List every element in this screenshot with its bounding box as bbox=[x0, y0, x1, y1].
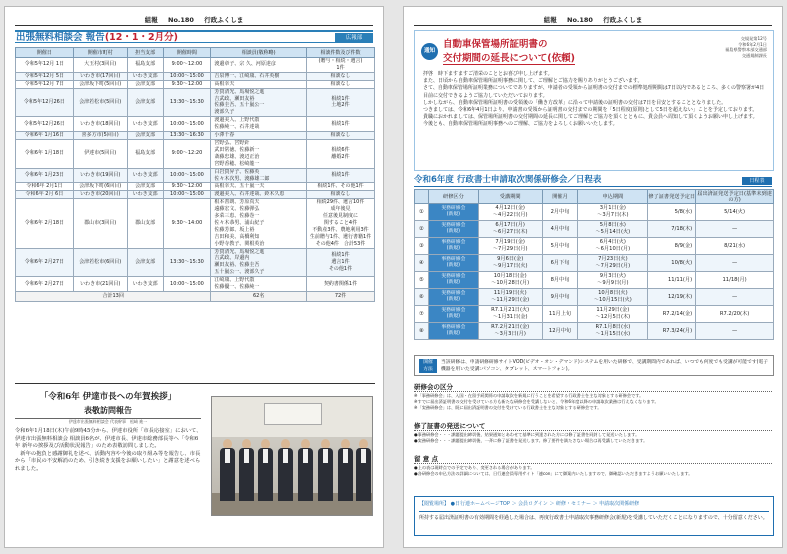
cell-number: ④ bbox=[415, 255, 429, 272]
report-subtitle: 表敬訪問報告 bbox=[15, 405, 201, 419]
reference-path bbox=[419, 500, 769, 507]
cell-time: 13:30～15:30 bbox=[163, 88, 211, 117]
cell-period: R7.2月21日(金) ～3月3日(月) bbox=[478, 323, 542, 340]
cell-apply: 11月29日(金) ～12月5日(木) bbox=[578, 306, 648, 323]
notice-meta-line: 福島県警察本部交通部 bbox=[725, 47, 767, 52]
table-row bbox=[16, 117, 375, 132]
cell-period: R7.1月21日(火) ～1月31日(金) bbox=[478, 306, 542, 323]
method-text: 当該研修は、申請研修研修サイトVOD(ビデオ・オン・デマンド)システムを用いた研修で、受講期間内であれば、いつでも何度でも受講が可能です(電子機器を用いた受講:パソコン、タブレット、スマートフォン)。 bbox=[441, 360, 769, 372]
cell-month: 4月中旬 bbox=[542, 221, 578, 238]
table-row bbox=[415, 204, 774, 221]
table-total-row bbox=[16, 292, 375, 302]
cell-count: 契約書関係1件 bbox=[307, 277, 375, 292]
cell-apply: R7.1月8日(水) ～1月15日(水) bbox=[578, 323, 648, 340]
training-schedule-table bbox=[414, 189, 774, 340]
cell-cert-date: 10/8(火) bbox=[648, 255, 696, 272]
notice-body: 拝啓 時下ますますご清栄のこととお喜び申し上げます。 また、日頃から自動車保管場所証明事務に関して、ご理解とご協力を賜りありがとうございます。 さて、自動車保管場所証明業務についてでありますが、申請者の受領から証明書の交付までの標準処理期間は7日以内であるところ、多くの警察署が4日目前に交付できるようご協力していただいております。 しかしながら、自動車保管場所証明書の受領後の「働き方改革」に沿って申請後の証明書の交付は7日を目安とすることとなりました。 つきましては、令和6年4月1日より、申請書の受領から証明書の交付までの期間を「5日程度(原則)として5日を超えない」ことを予定しております。 貴職におかれましては、保管場所証明書の交付期間の延長に関してご理解とご協力を頂くとともに、貴会員へ周知して頂くようお願い申し上げます。 今後とも、自動車保管場所証明事務へのご理解、ご協力をよろしくお願いいたします。 bbox=[423, 71, 765, 128]
section-heading: 留 意 点 bbox=[414, 455, 439, 463]
cell-branch: いわき支部 bbox=[127, 191, 163, 199]
cell-reg-date: 8/21(水) bbox=[696, 238, 774, 255]
cell-city: いわき市(18回目) bbox=[73, 117, 127, 132]
cell-city: いわき市(17回目) bbox=[73, 72, 127, 80]
person-figure bbox=[258, 439, 273, 501]
person-figure bbox=[278, 439, 293, 501]
cell-count: 相続1件 bbox=[307, 168, 375, 183]
cell-reg-date: R7.2/20(木) bbox=[696, 306, 774, 323]
person-figure bbox=[318, 439, 333, 501]
cell-kind: 実務研修会 (新規) bbox=[428, 306, 478, 323]
cell-apply: 5月8日(水) ～5月14日(火) bbox=[578, 221, 648, 238]
table-row bbox=[16, 72, 375, 80]
cell-branch: 会津支部 bbox=[127, 132, 163, 140]
cell-time: 10:00～15:00 bbox=[163, 117, 211, 132]
cell-cert-date: 8/9(金) bbox=[648, 238, 696, 255]
cell-city: 大玉村(3回目) bbox=[73, 58, 127, 73]
cell-apply: 6月4日(火) ～6月10日(月) bbox=[578, 238, 648, 255]
cell-time: 10:00～15:00 bbox=[163, 191, 211, 199]
cell-reg-date: — bbox=[696, 221, 774, 238]
section-badge: 広報部 bbox=[335, 33, 373, 43]
table-row bbox=[415, 255, 774, 272]
column-header: 開催日 bbox=[16, 48, 74, 58]
cell-month: 2月中旬 bbox=[542, 204, 578, 221]
table-row bbox=[415, 221, 774, 238]
cell-count: (贈与・相続・遺言) 1件 bbox=[307, 58, 375, 73]
cell-period: 4月12日(金) ～4月22日(月) bbox=[478, 204, 542, 221]
cell-date: 令和5年12月26日 bbox=[16, 88, 74, 117]
cell-time: 13:30～15:30 bbox=[163, 248, 211, 277]
cell-time: 10:00～15:00 bbox=[163, 168, 211, 183]
cell-time: 9:30～12:00 bbox=[163, 80, 211, 88]
cell-staff: 白岩賀昇子、佐藤英 佐々木次男、渡藤雄二郎 bbox=[211, 168, 307, 183]
courtesy-visit-report bbox=[15, 383, 375, 543]
header-issue: No.180 bbox=[567, 16, 593, 24]
newsletter-page-right bbox=[403, 6, 783, 548]
header-title: 行政ふくしま bbox=[204, 16, 244, 24]
total-people: 62名 bbox=[211, 292, 307, 302]
cell-date: 令和6年 2月27日 bbox=[16, 277, 74, 292]
cell-time: 10:00～15:00 bbox=[163, 277, 211, 292]
cell-count: 相談なし bbox=[307, 191, 375, 199]
table-row bbox=[16, 58, 375, 73]
section-text: ●上の表は現時点での予定であり、変更される場合があります。 ●各研修会の申込方法の詳細については、日行連会員専用サイト「連con」にて御案内いたしますので、御確認いただきますようお願いいたします。 bbox=[414, 465, 693, 476]
table-row bbox=[16, 248, 375, 277]
cell-kind: 実務研修会 (新規) bbox=[428, 289, 478, 306]
cell-cert-date: R7.3/24(月) bbox=[648, 323, 696, 340]
cell-kind: 実務研修会 (新規) bbox=[428, 272, 478, 289]
cell-date: 令和6年 1月16日 bbox=[16, 132, 74, 140]
table-row bbox=[16, 139, 375, 168]
cell-city: 伊達市(5回目) bbox=[73, 139, 127, 168]
cell-date: 令和6年 2月 6日 bbox=[16, 191, 74, 199]
cell-date: 令和5年12月 1日 bbox=[16, 58, 74, 73]
cell-branch: 会津支部 bbox=[127, 80, 163, 88]
table-row bbox=[16, 183, 375, 191]
cell-number: ⑦ bbox=[415, 306, 429, 323]
notice-tag: 通知 bbox=[421, 43, 438, 60]
method-tag-line: 開催 bbox=[423, 360, 433, 365]
cell-date: 令和5年12月26日 bbox=[16, 117, 74, 132]
cell-staff: 渡邊美人、上野代散 佐藤純一、石井達哉 bbox=[211, 117, 307, 132]
section-text: ●事務研修会・・・課題提出締切後、結果通知とあわせて基準に到達された方には修了証書を同封して発送いたします。 ●実務研修会・・・課題提出締切後、一斉に修了証書を発送します。修了要件を満たさない場合は再受講していただきます。 bbox=[414, 432, 648, 443]
cell-time: 9:30～12:00 bbox=[163, 183, 211, 191]
cell-cert-date: R7.2/14(金) bbox=[648, 306, 696, 323]
cell-branch: 郡山支部 bbox=[127, 199, 163, 248]
report-author: 伊達市出張無料相談会 代表幹事 松﨑 進一 bbox=[68, 419, 148, 424]
column-header: 受講期間 bbox=[478, 190, 542, 204]
cell-branch: 会津支部 bbox=[127, 88, 163, 117]
cell-count: 相続1件、その他1件 bbox=[307, 183, 375, 191]
reference-link[interactable]: ●日行連ホームページTOP ＞ 会員ログイン ＞ 研修・セミナー ＞ 申請取次関係研修 bbox=[450, 501, 640, 507]
cell-month: 8月中旬 bbox=[542, 272, 578, 289]
cell-apply: 7月23日(火) ～7月29日(月) bbox=[578, 255, 648, 272]
cell-number: ⑥ bbox=[415, 289, 429, 306]
column-header: 開催市町村 bbox=[73, 48, 127, 58]
training-schedule-title: 令和6年度 行政書士申請取次関係研修会／日程表 bbox=[414, 174, 772, 187]
cell-kind: 実務研修会 (新規) bbox=[428, 204, 478, 221]
column-header: 修了証書発送予定日 bbox=[648, 190, 696, 204]
cell-reg-date: — bbox=[696, 323, 774, 340]
cell-reg-date: 11/18(月) bbox=[696, 272, 774, 289]
notice-title-line2: 交付期間の延長について(依頼) bbox=[443, 50, 575, 65]
table-row bbox=[16, 191, 375, 199]
section-heading: 研修会の区分 bbox=[414, 383, 453, 391]
cell-date: 令和6年 2月18日 bbox=[16, 199, 74, 248]
cell-apply: 10月8日(火) ～10月15日(火) bbox=[578, 289, 648, 306]
cell-period: 7月19日(金) ～7月29日(月) bbox=[478, 238, 542, 255]
cell-period: 6月17日(月) ～6月27日(木) bbox=[478, 221, 542, 238]
cell-date: 令和6年 2月1日 bbox=[16, 183, 74, 191]
cell-apply: 9月3日(火) ～9月9日(月) bbox=[578, 272, 648, 289]
table-row bbox=[415, 272, 774, 289]
group-photo bbox=[211, 396, 373, 516]
person-figure bbox=[338, 439, 353, 501]
cell-time: 9:00～12:00 bbox=[163, 58, 211, 73]
reference-label: 【閲覧場所】 bbox=[419, 501, 450, 507]
cell-city: 会津若松市(6回目) bbox=[73, 248, 127, 277]
schedule-badge: 日程表 bbox=[742, 177, 772, 185]
cell-staff: 高根幸夫、五十嵐一夫 bbox=[211, 183, 307, 191]
page-header bbox=[414, 15, 772, 26]
cell-branch: 福島支部 bbox=[127, 58, 163, 73]
column-header bbox=[415, 190, 429, 204]
cell-city: いわき市(20回目) bbox=[73, 191, 127, 199]
person-figure bbox=[356, 439, 371, 501]
notice-title-line1: 自動車保管場所証明書の bbox=[443, 39, 548, 50]
column-header: 相談件数及び件数 bbox=[307, 48, 375, 58]
table-row bbox=[415, 238, 774, 255]
cell-count: 相続29件、遺言10件 成年後見 任意後見制度に 関すること4件 不動産3件、農地利用3件 生前贈与1件、遺行書籍1件 その他4件 合計53件 bbox=[307, 199, 375, 248]
report-title: 「令和6年 伊達市長への年賀挨拶」 bbox=[39, 392, 177, 402]
cell-cert-date: 12/19(木) bbox=[648, 289, 696, 306]
photo-board bbox=[264, 403, 322, 425]
cell-staff: 江崎康、上野代散 佐藤優一、佐藤純一 bbox=[211, 277, 307, 292]
consultation-schedule-table bbox=[15, 47, 375, 302]
cell-staff: 宮野弘、宮野針 武田常徳、佐藤新一 斎藤忠雄、渡辺正治 宮野香穂、松崎龍一 bbox=[211, 139, 307, 168]
method-tag bbox=[419, 359, 437, 373]
cell-count: 相続1件 土地2件 bbox=[307, 88, 375, 117]
parking-certificate-notice bbox=[414, 30, 774, 171]
column-header: 開催時間 bbox=[163, 48, 211, 58]
total-label: 合計13回 bbox=[16, 292, 211, 302]
section-rule bbox=[414, 463, 772, 464]
cell-period: 10月18日(金) ～10月28日(月) bbox=[478, 272, 542, 289]
cell-staff: 芳賀清光、馬場悦之進 吉武政、瀬田友裕 佐藤圭吾、五十嵐公一 渡部久子 bbox=[211, 88, 307, 117]
cell-branch: いわき支部 bbox=[127, 277, 163, 292]
page-header bbox=[15, 15, 373, 26]
cell-staff: 小澤千春 bbox=[211, 132, 307, 140]
table-row bbox=[16, 168, 375, 183]
title-period: (12・1・2月分) bbox=[104, 32, 178, 43]
section-rule bbox=[414, 430, 772, 431]
cell-kind: 事務研修会 (新規) bbox=[428, 238, 478, 255]
cell-staff: 渡邊美人、石井達哉、鈴木久恵 bbox=[211, 191, 307, 199]
table-row bbox=[16, 80, 375, 88]
cell-branch: 会津支部 bbox=[127, 183, 163, 191]
table-row bbox=[16, 88, 375, 117]
column-header: 開催月 bbox=[542, 190, 578, 204]
cell-number: ② bbox=[415, 221, 429, 238]
cell-branch: いわき支部 bbox=[127, 72, 163, 80]
table-row bbox=[16, 199, 375, 248]
notice-meta bbox=[725, 36, 767, 58]
cell-count: 相続1件 bbox=[307, 117, 375, 132]
column-header: 届出済証発送予定日(基準未到達の方) bbox=[697, 190, 772, 203]
column-header: 申込期間 bbox=[578, 190, 648, 204]
table-row bbox=[415, 289, 774, 306]
cell-city: 喜多方市(5回目) bbox=[73, 132, 127, 140]
cell-time: 10:00～15:00 bbox=[163, 72, 211, 80]
cell-kind: 実務研修会 (新規) bbox=[428, 221, 478, 238]
header-title: 行政ふくしま bbox=[603, 16, 643, 24]
cell-kind: 事務研修会 (新規) bbox=[428, 255, 478, 272]
cell-cert-date: 11/11(月) bbox=[648, 272, 696, 289]
cell-city: 会津坂下町(5回目) bbox=[73, 80, 127, 88]
table-row bbox=[415, 306, 774, 323]
cell-month: 5月中旬 bbox=[542, 238, 578, 255]
cell-staff: 渡邊章子、宗 久、河原達彦 bbox=[211, 58, 307, 73]
cell-date: 令和5年12月 5日 bbox=[16, 72, 74, 80]
table-row bbox=[415, 323, 774, 340]
cell-reg-date: — bbox=[696, 289, 774, 306]
section-heading: 修了証書の発送について bbox=[414, 422, 486, 430]
cell-period: 11月19日(火) ～11月29日(金) bbox=[478, 289, 542, 306]
header-publisher: 組報 bbox=[144, 16, 158, 24]
cell-count: 相談なし bbox=[307, 72, 375, 80]
method-tag-line: 方法 bbox=[423, 367, 433, 372]
cell-number: ⑤ bbox=[415, 272, 429, 289]
cell-city: 会津坂下町(6回目) bbox=[73, 183, 127, 191]
cell-month: 12月中旬 bbox=[542, 323, 578, 340]
person-figure bbox=[239, 439, 254, 501]
cell-count: 相談なし bbox=[307, 132, 375, 140]
cell-staff: 吉泉博一、江崎康、石井英樹 bbox=[211, 72, 307, 80]
title-main: 出張無料相談会 報告 bbox=[16, 32, 105, 43]
cell-city: いわき市(19回目) bbox=[73, 168, 127, 183]
column-header: 相談員(敬称略) bbox=[211, 48, 307, 58]
cell-cert-date: 5/8(水) bbox=[648, 204, 696, 221]
cell-branch: 会津支部 bbox=[127, 248, 163, 277]
total-cases: 72件 bbox=[307, 292, 375, 302]
notice-meta-line: 令和6年2月1日 bbox=[738, 41, 767, 47]
person-figure bbox=[298, 439, 313, 501]
cell-staff: 高根幸夫 bbox=[211, 80, 307, 88]
notice-meta-line: 交通規制課長 bbox=[741, 52, 767, 58]
header-issue: No.180 bbox=[168, 16, 194, 24]
cell-reg-date: 5/14(火) bbox=[696, 204, 774, 221]
cell-branch: いわき支部 bbox=[127, 117, 163, 132]
table-row bbox=[16, 132, 375, 140]
cell-time: 13:30～16:30 bbox=[163, 132, 211, 140]
cell-branch: 福島支部 bbox=[127, 139, 163, 168]
cell-city: 会津若松市(5回目) bbox=[73, 88, 127, 117]
cell-month: 9月中旬 bbox=[542, 289, 578, 306]
cell-date: 令和6年 2月27日 bbox=[16, 248, 74, 277]
cell-count: 相談なし bbox=[307, 80, 375, 88]
cell-date: 令和6年 1月23日 bbox=[16, 168, 74, 183]
cell-city: いわき市(21回目) bbox=[73, 277, 127, 292]
notice-meta-line: 交規発第12号 bbox=[740, 36, 767, 41]
cell-count: 相続1件 遺言1件 その他1件 bbox=[307, 248, 375, 277]
consultation-report-title bbox=[16, 32, 178, 44]
cell-number: ⑧ bbox=[415, 323, 429, 340]
cell-date: 令和6年 1月18日 bbox=[16, 139, 74, 168]
cell-apply: 3月1日(金) ～3月7日(木) bbox=[578, 204, 648, 221]
table-row bbox=[16, 277, 375, 292]
cell-staff: 根本善朗、芳原真夫 遠藤宏文、佐藤弾弘 多菜三恵、佐藤巻一 佐々木恭男、浦山紀子 佐藤芳郎、坂上裕 吉田和美、高橋利知 小野寺教子、関根英治 bbox=[211, 199, 307, 248]
cell-month: 11月上旬 bbox=[542, 306, 578, 323]
cell-branch: いわき支部 bbox=[127, 168, 163, 183]
header-publisher: 組報 bbox=[543, 16, 557, 24]
report-body: 令和6年1月18日(木)午前9時45分から、伊達市役所「市長応接室」において、伊達市出張無料相談会 相談員6名が、伊達市長、伊達市総務部長等へ「令和6年 新年の挨拶及び活動状況報告」のため表敬訪問しました。 新年の抱負と感謝御礼を述べ、活動内容や今後の取り組み等を報告し、市長から「市民の不安解消のため、引き続き支援をお願いしたい」と謝意を述べられました。 bbox=[15, 428, 202, 472]
cell-count: 相続6件 離婚2件 bbox=[307, 139, 375, 168]
consultation-report-title-bar bbox=[15, 30, 373, 43]
cell-date: 令和5年12月 7日 bbox=[16, 80, 74, 88]
cell-kind: 事務研修会 (新規) bbox=[428, 323, 478, 340]
cell-number: ① bbox=[415, 204, 429, 221]
cell-month: 6月下旬 bbox=[542, 255, 578, 272]
column-header: 担当支部 bbox=[127, 48, 163, 58]
cell-time: 9:30～14:00 bbox=[163, 199, 211, 248]
column-header: 研修区分 bbox=[428, 190, 478, 204]
cell-staff: 芳賀清光、馬場悦之進 吉武政、岸邊内 瀬田友裕、佐藤圭吾 五十嵐公一、渡部久子 bbox=[211, 248, 307, 277]
newsletter-page-left bbox=[4, 6, 384, 548]
cell-period: 9月6日(金) ～9月17日(火) bbox=[478, 255, 542, 272]
reference-box bbox=[414, 496, 774, 536]
section-text: ※「事務研修会」は、入国・在留手続関係の申請取次を新規に行うことを希望する行政書士を主な対象とする研修会です。 ※すでに届出済証明書の交付を受けている方も新たな研修会を受講しないと、令和6年度以降の申請取次業務は行えなくなります。 ※「実務研修会」は、既に届出済証明書の交付を受けている行政書士を主な対象とする研修会です。 bbox=[414, 393, 659, 410]
cell-city: 郡山市(3回目) bbox=[73, 199, 127, 248]
cell-reg-date: — bbox=[696, 255, 774, 272]
cell-cert-date: 7/18(木) bbox=[648, 221, 696, 238]
person-figure bbox=[220, 439, 235, 501]
cell-time: 9:00～12:20 bbox=[163, 139, 211, 168]
reference-body: 所持する届出済証明書の有効期間を経過した場合は、再度行政書士申請取次事務研修会(新規)を受講していただくことになりますので、十分留意ください。 bbox=[419, 511, 769, 522]
section-rule bbox=[414, 391, 772, 392]
cell-number: ③ bbox=[415, 238, 429, 255]
method-note bbox=[414, 355, 774, 376]
